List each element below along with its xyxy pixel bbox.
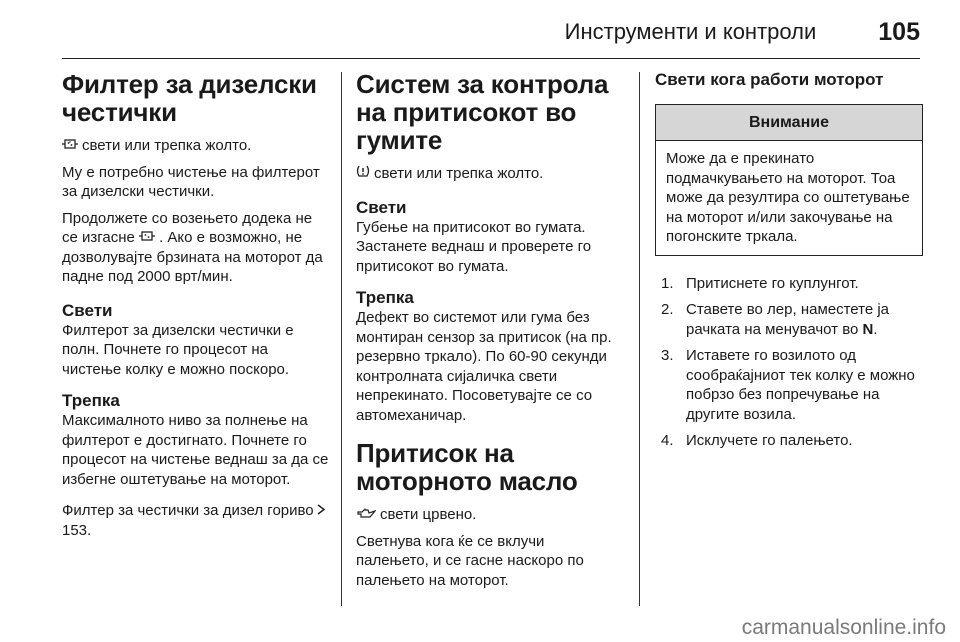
- list-item: [655, 431, 923, 451]
- indicator-text: свети или трепка жолто.: [82, 137, 252, 154]
- oil-can-icon: [356, 505, 376, 525]
- subsection-lit: [356, 198, 618, 277]
- list-item: [655, 300, 923, 339]
- step-text: Ставете во лер, наместете ја рачката на менувачот во N.: [686, 301, 890, 338]
- subsection-flashing: [62, 391, 330, 489]
- column-middle: [356, 70, 618, 597]
- step-number: 1.: [661, 274, 674, 292]
- column-left: [62, 70, 330, 547]
- header-divider: [62, 58, 920, 59]
- heading-tire-pressure: Систем за контрола на притисокот во гумите: [356, 69, 609, 155]
- watermark: carmanualsonline.info: [741, 616, 946, 639]
- indicator-line: [62, 136, 330, 156]
- warning-body: [656, 141, 922, 255]
- paragraph: Максималното ниво за полнење на филтерот е достигнато. Почнете го процесот на чистење веднаш за да се избегне оштетување на моторот.: [62, 412, 329, 488]
- heading-lit-engine-running: Свети кога работи моторот: [655, 70, 884, 89]
- section-title: Инструменти и контроли: [564, 19, 817, 44]
- heading-oil-pressure: Притисок на моторното масло: [356, 438, 578, 496]
- indicator-text: свети или трепка жолто.: [374, 165, 544, 182]
- heading-diesel-particle-filter: Филтер за дизелски честички: [62, 69, 317, 127]
- step-number: 4.: [661, 432, 674, 449]
- subsection-flashing: [356, 288, 618, 425]
- page-header: [62, 14, 920, 50]
- indicator-line: [356, 505, 618, 525]
- step-text: Иставете го возилото од сообраќајниот тек колку е можно побрзо без попречување на другите возила.: [686, 347, 915, 423]
- column-divider: [639, 72, 640, 606]
- cross-reference: Филтер за честички за дизел гориво153.: [62, 501, 330, 540]
- warning-text: Може да е прекинато подмачкувањето на моторот. Тоа може да резултира со оштетување на моторот и/или закочување на погонските тркала.: [666, 150, 910, 245]
- indicator-line: [356, 164, 618, 184]
- column-divider: [341, 72, 342, 606]
- steps-list: [655, 274, 923, 451]
- paragraph: Продолжете со возењето додека не се изгасне . Ако е возможно, не дозволувајте брзината на моторот да падне под 2000 врт/мин.: [62, 209, 323, 285]
- step-number: 2.: [661, 301, 674, 318]
- paragraph: Филтерот за дизелски честички е полн. Почнете го процесот на чистење колку е можно поскоро.: [62, 321, 294, 378]
- paragraph: Му е потребно чистење на филтерот за дизелски честички.: [62, 163, 320, 200]
- warning-box: [655, 104, 923, 256]
- warning-title: Внимание: [656, 105, 922, 141]
- tire-pressure-icon: [356, 164, 370, 184]
- indicator-text: свети црвено.: [380, 506, 477, 523]
- list-item: [655, 274, 923, 294]
- page-number: 105: [878, 17, 920, 46]
- subheading: Свети: [62, 300, 113, 320]
- step-text: Притиснете го куплунгот.: [686, 274, 859, 292]
- paragraph: Дефект во системот или гума без монтиран сензор за притисок (на пр. резервно тркало). По 60-90 секунди контролната сијаличка свети непрекинато. Посоветувајте се со автомеханичар.: [356, 309, 612, 424]
- gear-letter: N: [862, 320, 874, 338]
- subheading: Трепка: [356, 288, 414, 307]
- paragraph: Губење на притисокот во гумата. Застанете веднаш и проверете го притисокот во гумата.: [356, 218, 592, 275]
- subheading: Свети: [356, 197, 407, 217]
- column-right: [655, 70, 923, 458]
- subsection-lit: [62, 301, 330, 380]
- subheading: Трепка: [62, 391, 120, 410]
- step-number: 3.: [661, 347, 674, 364]
- reference-arrow-icon: [317, 501, 326, 521]
- reference-link[interactable]: 153.: [62, 521, 92, 539]
- list-item: [655, 346, 923, 424]
- dpf-icon: [139, 228, 155, 248]
- paragraph: Светнува кога ќе се вклучи палењето, и се гасне наскоро по палењето на моторот.: [356, 532, 584, 589]
- step-text: Исклучете го палењето.: [686, 432, 853, 449]
- dpf-icon: [62, 136, 78, 156]
